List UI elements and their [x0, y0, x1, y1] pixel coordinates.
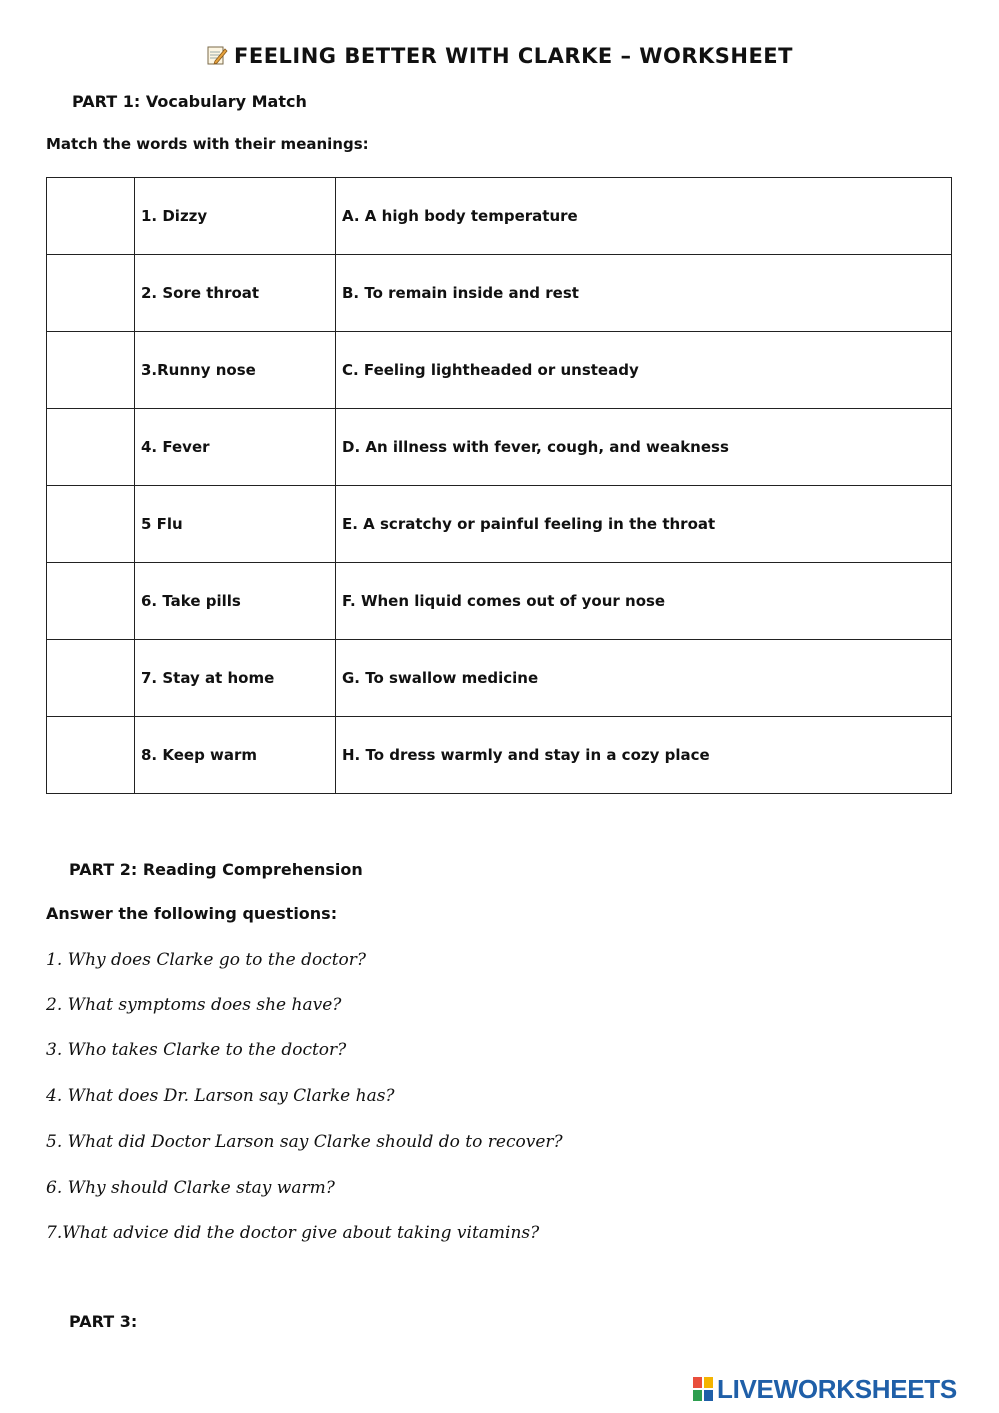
question-5: 5. What did Doctor Larson say Clarke should do to recover? — [46, 1132, 563, 1152]
question-1: 1. Why does Clarke go to the doctor? — [46, 950, 367, 970]
word-cell: 8. Keep warm — [135, 717, 336, 794]
word-cell: 6. Take pills — [135, 563, 336, 640]
question-7: 7.What advice did the doctor give about taking vitamins? — [46, 1223, 540, 1243]
table-row — [47, 255, 952, 332]
word-cell: 7. Stay at home — [135, 640, 336, 717]
meaning-cell: A. A high body temperature — [336, 178, 952, 255]
answer-cell[interactable] — [47, 717, 135, 794]
word-cell: 1. Dizzy — [135, 178, 336, 255]
table-row — [47, 717, 952, 794]
part2-instruction: Answer the following questions: — [46, 904, 338, 923]
liveworksheets-brand — [692, 1374, 957, 1404]
part3-heading: PART 3: — [69, 1312, 138, 1331]
meaning-cell: B. To remain inside and rest — [336, 255, 952, 332]
table-row — [47, 178, 952, 255]
word-cell: 2. Sore throat — [135, 255, 336, 332]
answer-cell[interactable] — [47, 640, 135, 717]
vocabulary-table — [46, 177, 952, 794]
worksheet-title — [0, 44, 999, 68]
part1-heading: PART 1: Vocabulary Match — [72, 92, 307, 111]
meaning-cell: G. To swallow medicine — [336, 640, 952, 717]
table-row — [47, 640, 952, 717]
question-3: 3. Who takes Clarke to the doctor? — [46, 1040, 347, 1060]
meaning-cell: C. Feeling lightheaded or unsteady — [336, 332, 952, 409]
word-cell: 3.Runny nose — [135, 332, 336, 409]
question-2: 2. What symptoms does she have? — [46, 995, 342, 1015]
table-row — [47, 563, 952, 640]
part2-heading: PART 2: Reading Comprehension — [69, 860, 363, 879]
table-row — [47, 486, 952, 563]
word-cell: 4. Fever — [135, 409, 336, 486]
answer-cell[interactable] — [47, 255, 135, 332]
question-6: 6. Why should Clarke stay warm? — [46, 1178, 335, 1198]
meaning-cell: F. When liquid comes out of your nose — [336, 563, 952, 640]
word-cell: 5 Flu — [135, 486, 336, 563]
meaning-cell: E. A scratchy or painful feeling in the throat — [336, 486, 952, 563]
meaning-cell: D. An illness with fever, cough, and weakness — [336, 409, 952, 486]
worksheet-title-text: FEELING BETTER WITH CLARKE – WORKSHEET — [234, 44, 793, 68]
brand-text: LIVEWORKSHEETS — [717, 1373, 957, 1404]
part1-instruction: Match the words with their meanings: — [46, 135, 369, 153]
answer-cell[interactable] — [47, 332, 135, 409]
meaning-cell: H. To dress warmly and stay in a cozy place — [336, 717, 952, 794]
answer-cell[interactable] — [47, 563, 135, 640]
table-row — [47, 332, 952, 409]
answer-cell[interactable] — [47, 178, 135, 255]
table-row — [47, 409, 952, 486]
memo-icon — [206, 44, 228, 66]
answer-cell[interactable] — [47, 486, 135, 563]
question-4: 4. What does Dr. Larson say Clarke has? — [46, 1086, 395, 1106]
liveworksheets-logo-icon — [692, 1376, 714, 1402]
answer-cell[interactable] — [47, 409, 135, 486]
